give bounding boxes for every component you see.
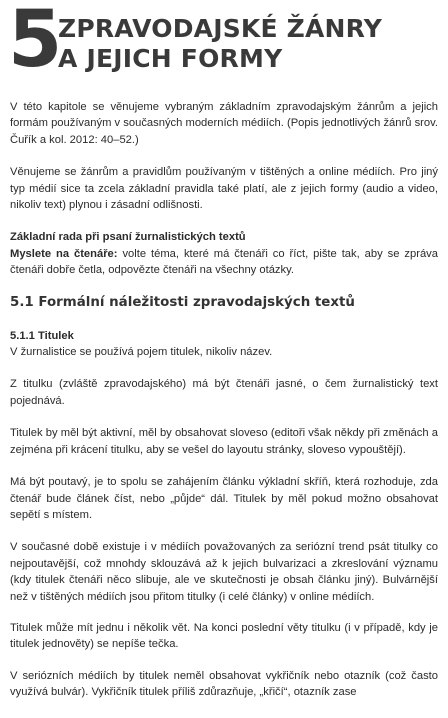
advice-paragraph <box>10 246 438 279</box>
chapter-number: 5 <box>8 0 61 85</box>
subsection-paragraph-2: Z titulku (zvláště zpravodajského) má být čtenáři jasné, o čem žurnalistický text pojednává. <box>10 378 438 407</box>
subsection-paragraph-7: V seriózních médiích by titulek neměl obsahovat vykřičník nebo otazník (což často využívá bulvár). Vykřičník titulek příliš zdůrazňuje, „křičí“, otazník zase <box>10 669 438 699</box>
subsection-paragraph-4: Má být poutavý, je to spolu se zahájením článku výkladní skříň, která rozhoduje, zda čtenář bude článek číst, nebo „půjde“ dál. Titulek by měl pokud možno obsahovat sepětí s místem. <box>10 476 438 521</box>
subsection-paragraph-3: Titulek by měl být aktivní, měl by obsahovat sloveso (editoři však někdy při změnách a zejména při krácení titulku, aby se vešel do layoutu stránky, sloveso vypouštějí). <box>10 427 438 456</box>
advice-text: volte téma, které má čtenáři co říct, pište tak, aby se zpráva čtenáři dobře četla, odpovězte čtenáři na všechny otázky. <box>10 247 438 277</box>
intro-paragraph-2: Věnujeme se žánrům a pravidlům používaným v tištěných a online médiích. Pro jiný typ médií sice ta zcela základní pravidla také platí, ale z jejich formy (audio a video, nikoliv text) plynou i zásadní odlišnosti. <box>10 166 438 212</box>
advice-box <box>10 229 438 278</box>
advice-heading: Základní rada při psaní žurnalistických textů <box>10 231 246 244</box>
intro-paragraph-1: V této kapitole se věnujeme vybraným základním zpravodajským žánrům a jejich formám používaným v současných moderních médiích. (Popis jednotlivých žánrů srov. Čuřík a kol. 2012: 40–52.) <box>10 101 438 146</box>
chapter-title-line-2: A JEJICH FORMY <box>58 44 283 73</box>
subsection-paragraph-6: Titulek může mít jednu i několik vět. Na konci poslední věty titulku (i v případě, kdy je titulek jednověty) se nepíše tečka. <box>10 621 438 651</box>
subsection-paragraph-1: V žurnalistice se používá pojem titulek, nikoliv název. <box>10 346 273 359</box>
chapter-title-line-1: ZPRAVODAJSKÉ ŽÁNRY <box>58 14 383 43</box>
chapter-title <box>58 14 382 74</box>
advice-lead: Myslete na čtenáře: <box>10 247 118 260</box>
subsection-heading: 5.1.1 Titulek <box>10 329 74 342</box>
subsection-paragraph-5: V současné době existuje i v médiích považovaných za seriózní trend psát titulky co nejpoutavější, což mnohdy sklouzává až k jejich bulvarizaci a zkreslování významu (kdy titulek čtenáři něco slibuje, ale ve skutečnosti je obsah článku jiný). Bulvárnější než v tištěných médiích jsou přitom titulky (i celé články) v online médiích. <box>10 541 438 603</box>
chapter-body <box>10 99 438 701</box>
chapter-header <box>8 0 444 85</box>
section-heading: 5.1 Formální náležitosti zpravodajských textů <box>10 294 355 310</box>
